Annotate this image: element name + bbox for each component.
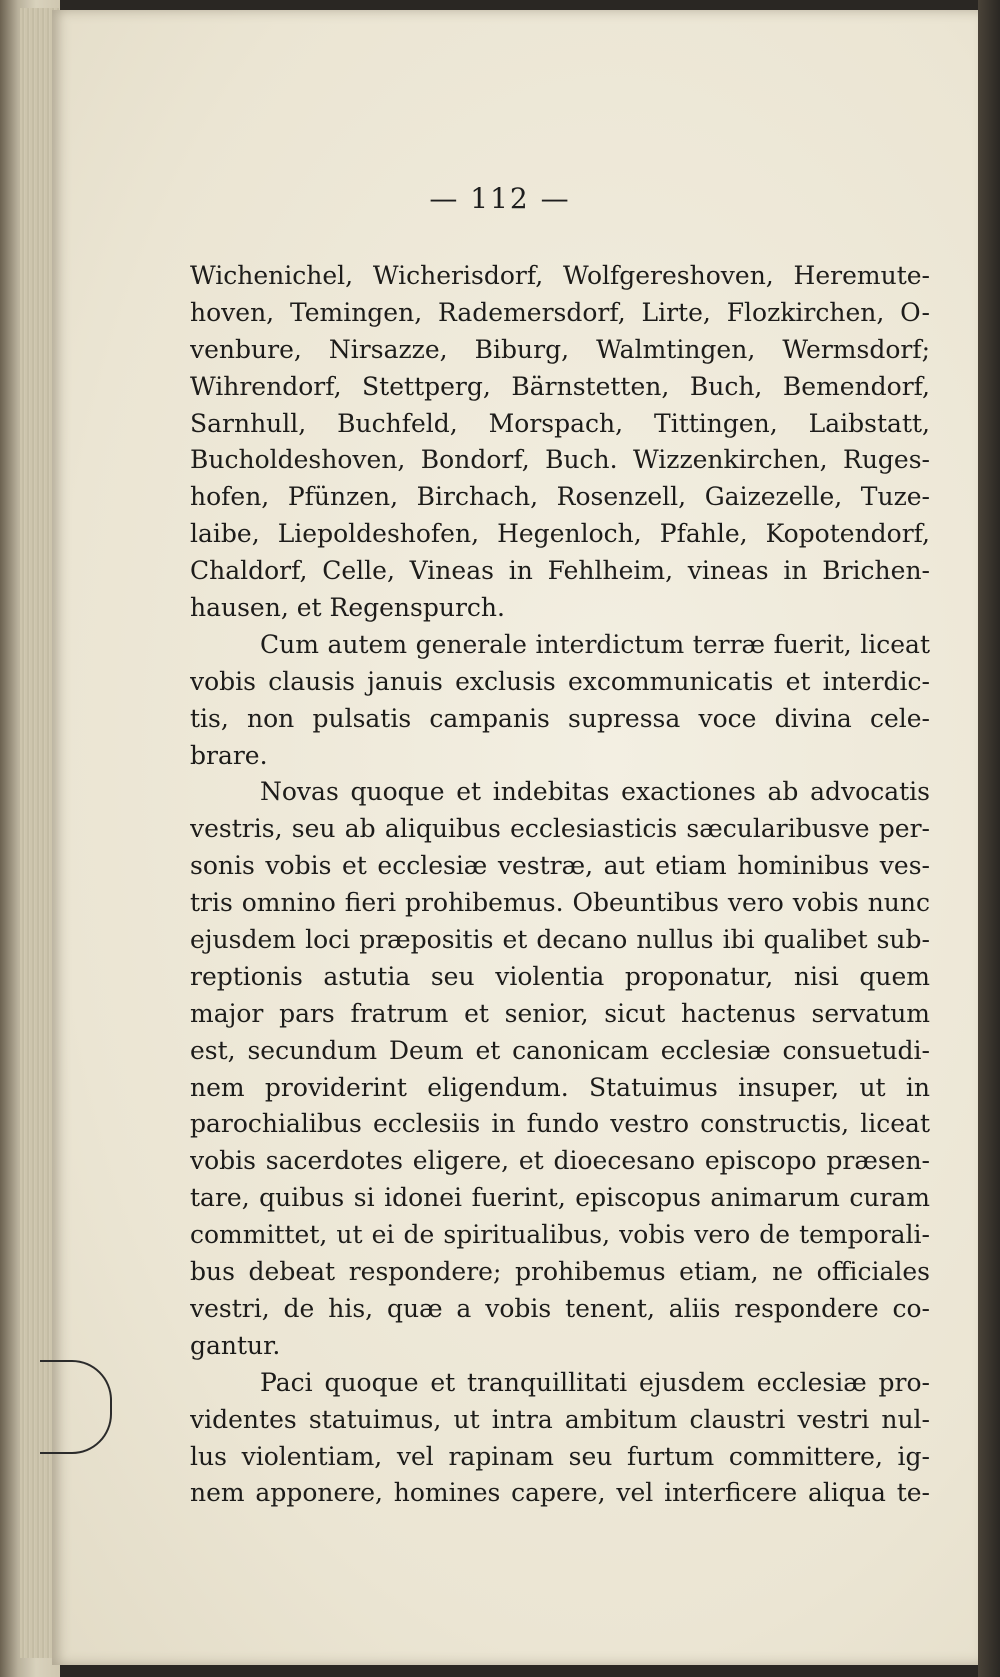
text-line: hoven, Temingen, Rademersdorf, Lirte, Flozkirchen, O- (190, 297, 930, 327)
text-line: nem apponere, homines capere, vel interficere aliqua te- (190, 1478, 930, 1508)
text-line: gantur. (190, 1330, 281, 1360)
text-line: vestri, de his, quæ a vobis tenent, aliis respondere co- (190, 1293, 930, 1323)
text-line: vobis sacerdotes eligere, et dioecesano episcopo præsen- (190, 1146, 930, 1176)
text-line: parochialibus ecclesiis in fundo vestro constructis, liceat (190, 1109, 930, 1139)
text-line: vobis clausis januis exclusis excommunicatis et interdic- (190, 666, 930, 696)
body-text (190, 258, 930, 1512)
text-line: nem providerint eligendum. Statuimus insuper, ut in (190, 1072, 930, 1102)
text-line: ejusdem loci præpositis et decano nullus ibi qualibet sub- (190, 925, 930, 955)
text-line: tare, quibus si idonei fuerint, episcopus animarum curam (190, 1183, 930, 1213)
text-line: Sarnhull, Buchfeld, Morspach, Tittingen, Laibstatt, (190, 408, 930, 438)
text-line: videntes statuimus, ut intra ambitum claustri vestri nul- (190, 1404, 930, 1434)
text-line: sonis vobis et ecclesiæ vestræ, aut etiam hominibus ves- (190, 851, 930, 881)
text-line: hofen, Pfünzen, Birchach, Rosenzell, Gaizezelle, Tuze- (190, 482, 930, 512)
page-tab-marker (40, 1360, 112, 1454)
text-line: bus debeat respondere; prohibemus etiam, ne officiales (190, 1257, 930, 1287)
text-line: venbure, Nirsazze, Biburg, Walmtingen, Wermsdorf; (190, 334, 930, 364)
text-line: Chaldorf, Celle, Vineas in Fehlheim, vineas in Brichen- (190, 556, 930, 586)
text-line: est, secundum Deum et canonicam ecclesiæ consuetudi- (190, 1035, 930, 1065)
right-edge (978, 0, 1000, 1677)
text-line: lus violentiam, vel rapinam seu furtum committere, ig- (190, 1441, 930, 1471)
text-line: brare. (190, 740, 268, 770)
text-line: Paci quoque et tranquillitati ejusdem ecclesiæ pro- (260, 1367, 930, 1397)
text-line: major pars fratrum et senior, sicut hactenus servatum (190, 998, 930, 1028)
text-line: Wichenichel, Wicherisdorf, Wolfgereshoven, Heremute- (190, 261, 930, 290)
text-line: reptionis astutia seu violentia proponatur, nisi quem (190, 961, 930, 991)
page-number: — 112 — (429, 182, 571, 215)
text-line: vestris, seu ab aliquibus ecclesiasticis sæcularibusve per- (190, 814, 930, 844)
text-line: Bucholdeshoven, Bondorf, Buch. Wizzenkirchen, Ruges- (190, 445, 930, 475)
text-line: Cum autem generale interdictum terræ fuerit, liceat (260, 629, 930, 659)
text-line: hausen, et Regenspurch. (190, 593, 505, 623)
text-line: tis, non pulsatis campanis supressa voce divina cele- (190, 703, 930, 733)
text-line: committet, ut ei de spiritualibus, vobis vero de temporali- (190, 1220, 930, 1250)
text-line: tris omnino fieri prohibemus. Obeuntibus vero vobis nunc (190, 888, 930, 918)
text-line: Novas quoque et indebitas exactiones ab advocatis (260, 777, 930, 807)
text-line: laibe, Liepoldeshofen, Hegenloch, Pfahle, Kopotendorf, (190, 519, 930, 549)
text-line: Wihrendorf, Stettperg, Bärnstetten, Buch, Bemendorf, (190, 371, 930, 401)
